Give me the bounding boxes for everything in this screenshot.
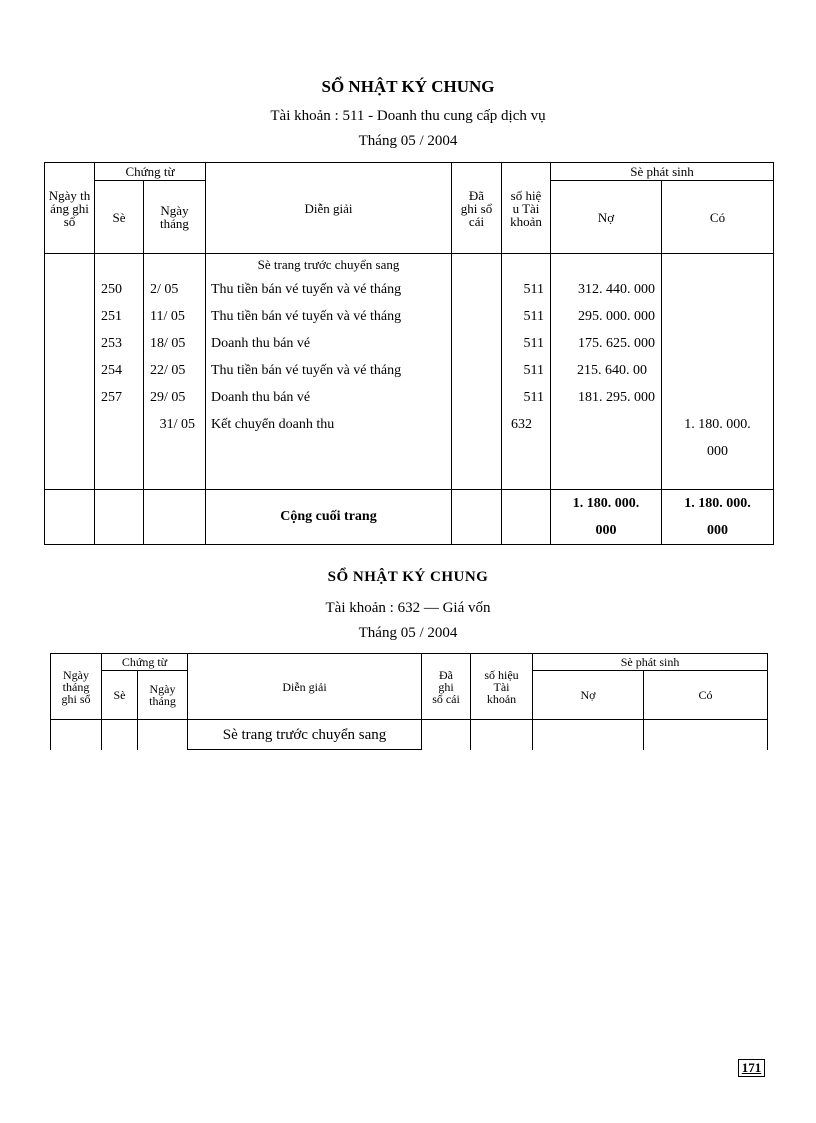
credit-amount-continuation: 000 (662, 438, 774, 465)
header-amount: Sè phát sinh (533, 654, 768, 671)
description: Kết chuyển doanh thu (206, 411, 452, 438)
journal2-month: Tháng 05 / 2004 (358, 625, 458, 641)
header-date-recorded: Ngày tháng ghi sổ (51, 654, 102, 720)
total-row (45, 490, 774, 545)
opening-balance-label: Sè trang trước chuyển sang (206, 254, 452, 277)
header-credit: Có (644, 671, 768, 720)
header-debit: Nợ (551, 181, 662, 254)
total-credit: 1. 180. 000. 000 (662, 490, 774, 545)
account-no: 511 (502, 330, 551, 357)
account-no: 511 (502, 303, 551, 330)
journal2-title: SỔ NHẬT KÝ CHUNG (327, 569, 489, 585)
table-row (45, 438, 774, 465)
header-description: Diễn giải (188, 654, 422, 720)
journal2-account: Tài khoản : 632 — Giá vốn (325, 600, 491, 616)
voucher-date: 22/ 05 (144, 357, 206, 384)
credit-amount: 1. 180. 000. (662, 411, 774, 438)
credit-amount (662, 384, 774, 411)
description: Thu tiền bán vé tuyến và vé tháng (206, 303, 452, 330)
debit-amount: 215. 640. 00 (551, 357, 662, 384)
header-amount: Sè phát sinh (551, 163, 774, 181)
voucher-no (95, 411, 144, 438)
table-row (45, 254, 774, 277)
header-posted: Đã ghi sổ cái (452, 163, 502, 254)
credit-amount (662, 276, 774, 303)
debit-amount: 295. 000. 000 (551, 303, 662, 330)
debit-amount: 181. 295. 000 (551, 384, 662, 411)
table-row (45, 303, 774, 330)
debit-amount: 312. 440. 000 (551, 276, 662, 303)
account-no: 511 (502, 357, 551, 384)
debit-amount: 175. 625. 000 (551, 330, 662, 357)
description: Doanh thu bán vé (206, 330, 452, 357)
voucher-no: 254 (95, 357, 144, 384)
journal1-title: SỔ NHẬT KÝ CHUNG (321, 77, 495, 96)
header-voucher-no: Sè (102, 671, 138, 720)
account-no: 511 (502, 384, 551, 411)
voucher-no: 253 (95, 330, 144, 357)
voucher-date: 18/ 05 (144, 330, 206, 357)
total-label: Cộng cuối trang (206, 490, 452, 545)
page-number: 171 (738, 1059, 765, 1077)
journal1-month: Tháng 05 / 2004 (358, 133, 458, 149)
table-row (45, 357, 774, 384)
journal2-table (50, 653, 768, 750)
voucher-no: 250 (95, 276, 144, 303)
voucher-date: 31/ 05 (144, 411, 206, 438)
journal1-account: Tài khoản : 511 - Doanh thu cung cấp dịch vụ (270, 108, 546, 124)
credit-amount (662, 357, 774, 384)
account-no: 632 (502, 411, 551, 438)
table-row (45, 276, 774, 303)
description: Doanh thu bán vé (206, 384, 452, 411)
account-no: 511 (502, 276, 551, 303)
header-debit: Nợ (533, 671, 644, 720)
header-account-no: số hiệu Tài khoản (471, 654, 533, 720)
table-row (45, 330, 774, 357)
debit-amount (551, 411, 662, 438)
voucher-date: 2/ 05 (144, 276, 206, 303)
header-voucher-no: Sè (95, 181, 144, 254)
table-row (45, 384, 774, 411)
table-row (51, 720, 768, 750)
header-voucher: Chứng từ (95, 163, 206, 181)
description: Thu tiền bán vé tuyến và vé tháng (206, 357, 452, 384)
voucher-date: 29/ 05 (144, 384, 206, 411)
header-voucher: Chứng từ (102, 654, 188, 671)
table-row (45, 411, 774, 438)
header-account-no: số hiệu Tài khoản (502, 163, 551, 254)
voucher-no: 251 (95, 303, 144, 330)
header-date-recorded: Ngày tháng ghi sổ (45, 163, 95, 254)
voucher-date: 11/ 05 (144, 303, 206, 330)
header-description: Diễn giải (206, 163, 452, 254)
total-debit: 1. 180. 000. 000 (551, 490, 662, 545)
header-credit: Có (662, 181, 774, 254)
header-voucher-date: Ngày tháng (144, 181, 206, 254)
header-voucher-date: Ngày tháng (138, 671, 188, 720)
voucher-no: 257 (95, 384, 144, 411)
journal1-table (44, 162, 774, 545)
opening-balance-label: Sè trang trước chuyển sang (188, 720, 422, 750)
credit-amount (662, 303, 774, 330)
credit-amount (662, 330, 774, 357)
description: Thu tiền bán vé tuyến và vé tháng (206, 276, 452, 303)
header-posted: Đã ghi sổ cái (422, 654, 471, 720)
